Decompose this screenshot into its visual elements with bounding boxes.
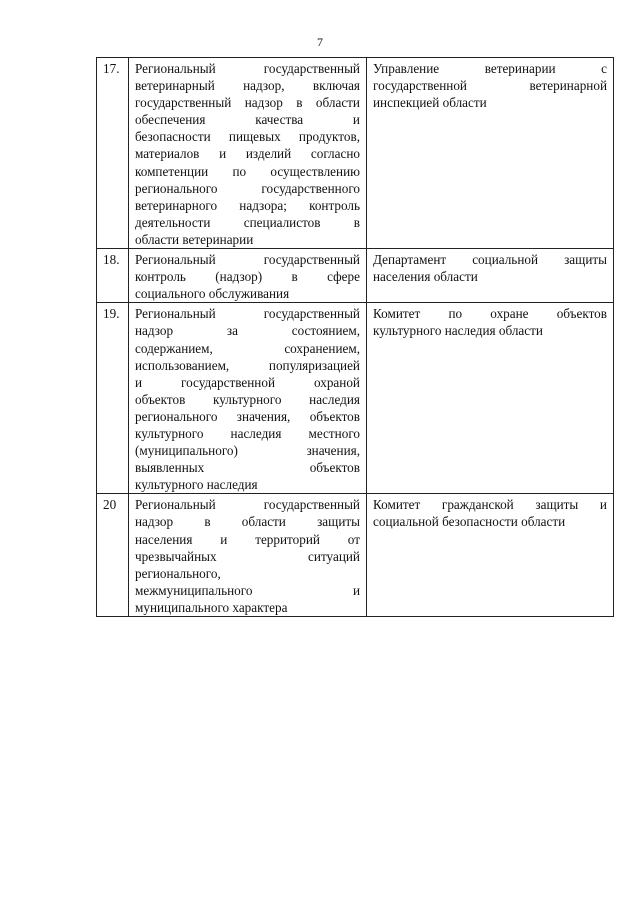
- responsible-authority-line: культурного наследия области: [373, 323, 543, 339]
- supervision-type-line: населения и территорий от: [135, 531, 360, 547]
- supervision-type-line: Региональный государственный: [135, 61, 360, 76]
- supervision-type-line: регионального государственного: [135, 180, 360, 196]
- supervision-type-line: (муниципального) значения,: [135, 443, 360, 459]
- supervision-type-line: и государственной охраной: [135, 374, 360, 390]
- supervision-type: [129, 249, 367, 303]
- table-row: [97, 494, 614, 617]
- responsible-authority-line: населения области: [373, 269, 478, 285]
- supervision-type-line: использованием, популяризацией: [135, 357, 360, 373]
- responsible-authority-line: Управление ветеринарии с: [373, 61, 607, 76]
- supervision-type-line: выявленных объектов: [135, 460, 360, 476]
- supervision-type-line: муниципального характера: [135, 599, 288, 615]
- responsible-authority-line: Комитет по охране объектов: [373, 306, 607, 322]
- row-number: 17.: [97, 58, 129, 249]
- supervision-type-line: Региональный государственный: [135, 306, 360, 322]
- supervision-type-line: обеспечения качества и: [135, 112, 360, 128]
- supervision-type-line: контроль (надзор) в сфере: [135, 269, 360, 285]
- supervision-type-line: регионального значения, объектов: [135, 408, 360, 424]
- responsible-authority: [367, 303, 614, 494]
- supervision-type-line: области ветеринарии: [135, 231, 254, 247]
- table-row: [97, 249, 614, 303]
- supervision-type: [129, 58, 367, 249]
- supervision-type-line: культурного наследия: [135, 477, 258, 493]
- supervision-type-line: Региональный государственный: [135, 497, 360, 513]
- supervision-type-line: компетенции по осуществлению: [135, 163, 360, 179]
- supervision-type-line: надзор в области защиты: [135, 514, 360, 530]
- supervision-type-line: межмуниципального и: [135, 582, 360, 598]
- supervision-type-line: ветеринарный надзор, включая: [135, 78, 360, 94]
- supervision-type: [129, 303, 367, 494]
- supervision-type-line: надзор за состоянием,: [135, 323, 360, 339]
- supervision-type-line: безопасности пищевых продуктов,: [135, 129, 360, 145]
- supervision-type: [129, 494, 367, 617]
- responsible-authority-line: Департамент социальной защиты: [373, 252, 607, 268]
- responsible-authority: [367, 58, 614, 249]
- supervision-type-line: регионального,: [135, 565, 221, 581]
- table-row: [97, 303, 614, 494]
- responsible-authority-line: социальной безопасности области: [373, 514, 566, 530]
- supervision-type-line: материалов и изделий согласно: [135, 146, 360, 162]
- supervision-type-line: деятельности специалистов в: [135, 214, 360, 230]
- responsible-authority: [367, 494, 614, 617]
- supervision-type-line: Региональный государственный: [135, 252, 360, 268]
- supervision-type-line: культурного наследия местного: [135, 425, 360, 441]
- supervision-type-line: государственный надзор в области: [135, 95, 360, 111]
- responsible-authority-line: Комитет гражданской защиты и: [373, 497, 607, 513]
- supervision-type-line: чрезвычайных ситуаций: [135, 548, 360, 564]
- table-row: [97, 58, 614, 249]
- table-body: [97, 58, 614, 617]
- responsible-authority: [367, 249, 614, 303]
- supervision-type-line: содержанием, сохранением,: [135, 340, 360, 356]
- page-number: 7: [317, 35, 323, 49]
- supervision-type-line: социального обслуживания: [135, 286, 290, 302]
- supervision-type-line: объектов культурного наследия: [135, 391, 360, 407]
- row-number: 18.: [97, 249, 129, 303]
- supervision-type-line: ветеринарного надзора; контроль: [135, 197, 360, 213]
- responsible-authority-line: государственной ветеринарной: [373, 78, 607, 94]
- responsible-authority-line: инспекцией области: [373, 95, 487, 111]
- supervision-table: [96, 57, 614, 617]
- row-number: 19.: [97, 303, 129, 494]
- row-number: 20: [97, 494, 129, 617]
